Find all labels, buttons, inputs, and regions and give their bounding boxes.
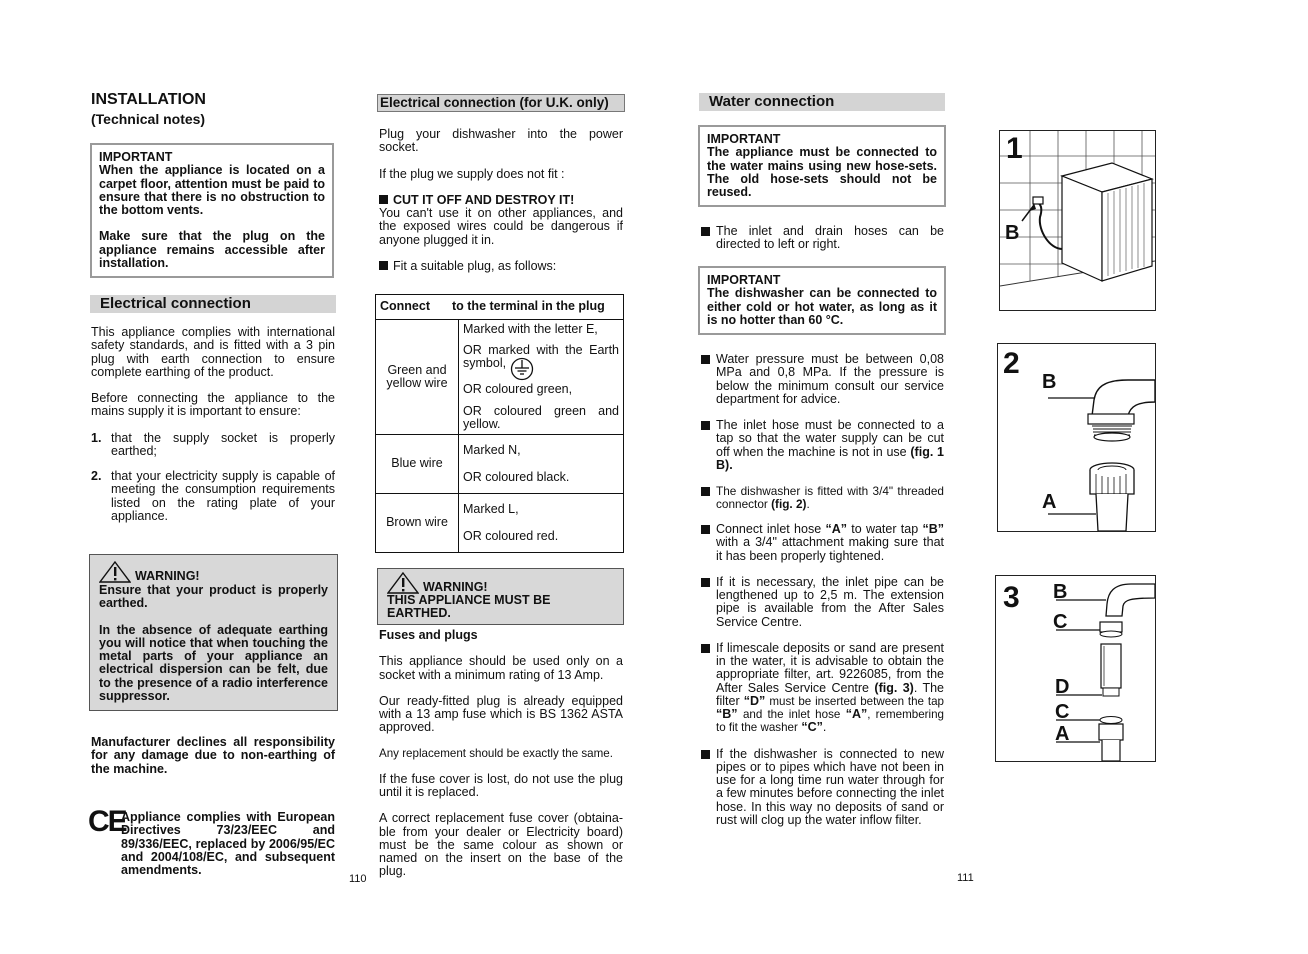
water-important-box-2 [698, 266, 946, 335]
earth-symbol-icon [510, 357, 534, 381]
important-box [90, 143, 334, 278]
list-text: that the supply socket is properly earthed; [111, 430, 335, 458]
bullet-square-icon [701, 644, 710, 653]
fuses-heading: Fuses and plugs [379, 628, 478, 642]
table-header [376, 295, 624, 320]
uk-warning-heading: WARNING! [423, 579, 488, 594]
fuses-section [379, 629, 623, 879]
ce-mark-icon: CE [88, 805, 126, 838]
table-cell-text: OR coloured green and yellow. [463, 403, 619, 431]
figure-3-label-d: D [1055, 676, 1070, 698]
electrical-connection-body [91, 326, 335, 523]
figure-2-label-a: A [1042, 491, 1057, 513]
ce-compliance-text: Appliance complies with European Directives 73/23/EEC and 89/336/EEC, replaced by 2006/95/EC and 2004/108/EC, and subsequent amendments. [121, 810, 335, 877]
uk-paragraph-2: If the plug we supply does not fit : [379, 166, 565, 181]
tap-connector-illustration [998, 344, 1155, 531]
figure-3-label-b: B [1053, 581, 1068, 603]
filter-illustration [996, 576, 1155, 761]
table-cell-text: OR coloured red. [463, 528, 559, 543]
fuses-paragraph-3: Any replacement should be exactly the same. [379, 746, 613, 760]
dishwasher-illustration [1000, 131, 1155, 310]
warning-text-1: Ensure that your product is properly earthed. [99, 583, 328, 611]
water-important-heading-2: IMPORTANT [707, 273, 781, 287]
elec-paragraph-2: Before connecting the appliance to the mains supply it is important to ensure: [91, 391, 335, 419]
figure-2-tap-connector [997, 343, 1156, 532]
list-number: 2. [91, 469, 102, 483]
figure-2-number: 2 [1003, 347, 1020, 380]
figure-3-label-c-bottom: C [1055, 701, 1070, 723]
water-important-box-1 [698, 125, 946, 207]
list-text: that your electricity supply is capable of meeting the consumption requirements listed on the rating plate of your appliance. [111, 469, 335, 523]
page-number-right: 111 [957, 872, 974, 884]
warning-box [89, 554, 338, 711]
water-important-text-2: The dishwasher can be connected to either cold or hot water, as long as it is no hotter than 60 °C. [707, 286, 937, 327]
figure-1-dishwasher [999, 130, 1156, 311]
list-item [91, 470, 335, 523]
plug-wiring-table-wrap [375, 294, 624, 553]
figure-2-label-b: B [1042, 371, 1057, 393]
water-bullet-4: The dishwasher is fitted with 3/4" threaded connector (fig. 2). [701, 485, 944, 510]
wire-terminal-green [459, 320, 624, 435]
uk-connection-body [379, 128, 623, 273]
water-connection-heading: Water connection [699, 93, 945, 111]
table-row [376, 494, 624, 553]
important-heading: IMPORTANT [99, 150, 173, 164]
table-cell-text: OR coloured black. [463, 469, 570, 484]
bullet-square-icon [379, 261, 388, 270]
figure-1-number: 1 [1006, 132, 1023, 165]
warning-text-2: In the absence of adequate earthing you will notice that when touching the metal parts of your appliance an electrical dispersion can be felt, due to the presence of a radio interference suppressor. [99, 622, 328, 703]
figure-3-filter [995, 575, 1156, 762]
bullet-square-icon [701, 421, 710, 430]
manufacturer-disclaimer: Manufacturer declines all responsibility for any damage due to non-earthing of the machine. [91, 735, 335, 776]
wire-label-blue: Blue wire [376, 435, 459, 494]
bullet-square-icon [701, 227, 710, 236]
electrical-connection-heading: Electrical connection [90, 295, 336, 313]
figure-3-number: 3 [1003, 581, 1020, 614]
water-bullets [701, 353, 944, 827]
table-header-terminal: to the terminal in the plug [452, 299, 605, 314]
cut-off-heading: CUT IT OFF AND DESTROY IT! [379, 194, 623, 207]
water-bullet-6: If it is necessary, the inlet pipe can be lengthened up to 2,5 m. The extension pipe is available from the After Sales Service Centre. [701, 576, 944, 629]
figure-3-label-a: A [1055, 723, 1070, 745]
page-title: INSTALLATION [91, 91, 206, 108]
bullet-square-icon [701, 578, 710, 587]
page-number-left: 110 [349, 873, 367, 885]
fuses-paragraph-5: A correct replacement fuse cover (obtaina- ble from your dealer or Electricity board) must be the same colour as shown or named on the insert on the base of the plug. [379, 811, 623, 879]
elec-paragraph-1: This appliance complies with international safety standards, and is fitted with a 3 pin plug with earth connection to ensure complete earthing of the product. [91, 325, 335, 379]
wire-label-green: Green and yellow wire [376, 320, 459, 435]
table-row [376, 435, 624, 494]
important-text-1: When the appliance is located on a carpet floor, attention must be paid to ensure that there is no obstruction to the bottom vents. [99, 163, 325, 217]
table-row [376, 320, 624, 435]
uk-warning-box [377, 568, 624, 625]
water-bullet-3: The inlet hose must be connected to a tap so that the water supply can be cut off when the machine is not in use (fig. 1 B). [701, 419, 944, 472]
water-bullet-5: Connect inlet hose “A” to water tap “B” with a 3/4" attachment making sure that it has been properly tightened. [701, 523, 944, 563]
bullet-square-icon [701, 487, 710, 496]
bullet-square-icon [701, 525, 710, 534]
table-cell-text: OR marked with the Earth symbol, [463, 344, 619, 381]
uk-paragraph-3: You can't use it on other appliances, and the exposed wires could be dangerous if anyone plugged it in. [379, 206, 623, 247]
warning-heading: WARNING! [135, 568, 200, 583]
table-cell-text: Marked L, [463, 502, 519, 517]
uk-warning-text: THIS APPLIANCE MUST BE EARTHED. [387, 593, 551, 621]
table-cell-text: OR coloured green, [463, 382, 573, 397]
list-number: 1. [91, 430, 102, 445]
fuses-paragraph-2: Our ready-fitted plug is already equipped with a 13 amp fuse which is BS 1362 ASTA approved. [379, 693, 623, 735]
figure-3-label-c-top: C [1053, 611, 1068, 633]
fuses-paragraph-1: This appliance should be used only on a socket with a minimum rating of 13 Amp. [379, 654, 623, 682]
uk-paragraph-4: Fit a suitable plug, as follows: [379, 260, 623, 273]
table-header-row [376, 295, 624, 320]
water-important-text-1: The appliance must be connected to the water mains using new hose-sets. The old hose-sets should not be reused. [707, 145, 937, 199]
warning-triangle-icon [387, 572, 419, 594]
wire-terminal-brown [459, 494, 624, 553]
important-text-2: Make sure that the plug on the appliance remains accessible after installation. [99, 229, 325, 270]
water-bullet-1: The inlet and drain hoses can be directed to left or right. [701, 225, 944, 252]
table-header-connect: Connect [380, 299, 430, 314]
wire-label-brown: Brown wire [376, 494, 459, 553]
bullet-square-icon [701, 355, 710, 364]
water-bullet-7: If limescale deposits or sand are present in the water, it is advisable to obtain the appropriate filter, art. 9226085, from the After Sales Service Centre (fig. 3). The filter “D” must be inserted between the tap “B” and the inlet hose “A”, remembering to fit the washer “C”. [701, 642, 944, 735]
wire-terminal-blue [459, 435, 624, 494]
bullet-square-icon [379, 195, 388, 204]
plug-wiring-table [375, 294, 624, 553]
water-important-heading-1: IMPORTANT [707, 132, 781, 146]
uk-connection-heading: Electrical connection (for U.K. only) [377, 94, 625, 112]
warning-triangle-icon [99, 561, 131, 583]
bullet-square-icon [701, 750, 710, 759]
uk-paragraph-1: Plug your dishwasher into the power socket. [379, 127, 623, 155]
list-item [91, 432, 335, 459]
table-cell-text: Marked N, [463, 443, 521, 458]
table-cell-text: Marked with the letter E, [463, 321, 598, 336]
fuses-paragraph-4: If the fuse cover is lost, do not use the plug until it is replaced. [379, 771, 623, 800]
water-bullet-2: Water pressure must be between 0,08 MPa and 0,8 MPa. If the pressure is below the minimum consult our service department for advice. [701, 353, 944, 406]
water-bullet-8: If the dishwasher is connected to new pipes or to pipes which have not been in use for a long time run water through for a few minutes before connecting the inlet hose. In this way no deposits of sand or rust will clog up the water inflow filter. [701, 748, 944, 828]
figure-1-label-b: B [1005, 222, 1020, 244]
page-subtitle: (Technical notes) [91, 111, 206, 127]
